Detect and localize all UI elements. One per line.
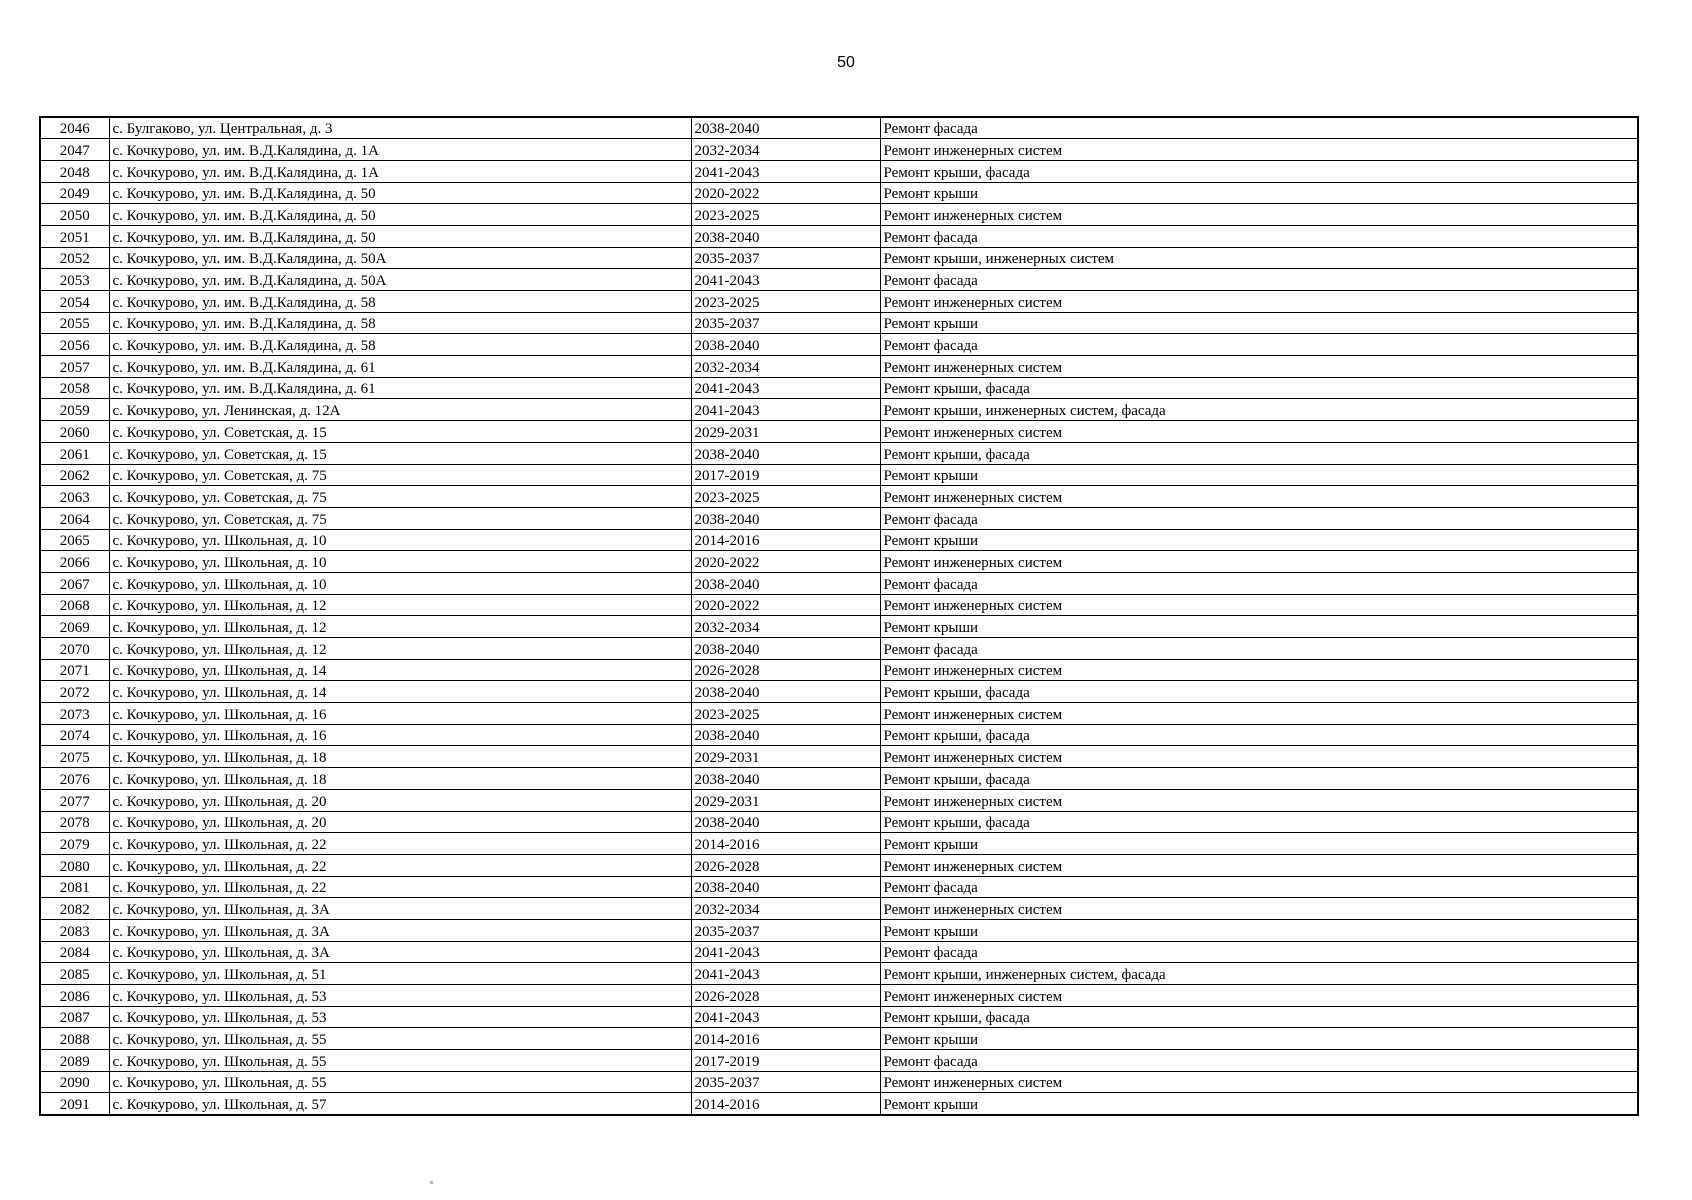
cell-work-type: Ремонт крыши, фасада: [880, 442, 1638, 464]
cell-number: 2066: [40, 551, 109, 573]
cell-address: с. Кочкурово, ул. Школьная, д. 10: [109, 551, 691, 573]
cell-work-type: Ремонт инженерных систем: [880, 486, 1638, 508]
cell-number: 2072: [40, 681, 109, 703]
cell-work-type: Ремонт крыши: [880, 182, 1638, 204]
cell-period: 2023-2025: [691, 486, 880, 508]
cell-number: 2049: [40, 182, 109, 204]
cell-work-type: Ремонт крыши, фасада: [880, 681, 1638, 703]
cell-number: 2058: [40, 377, 109, 399]
table-row: [40, 1050, 1638, 1072]
cell-number: 2071: [40, 659, 109, 681]
cell-address: с. Кочкурово, ул. им. В.Д.Калядина, д. 50: [109, 182, 691, 204]
cell-address: с. Кочкурово, ул. им. В.Д.Калядина, д. 58: [109, 312, 691, 334]
cell-period: 2023-2025: [691, 291, 880, 313]
cell-address: с. Кочкурово, ул. Школьная, д. 12: [109, 594, 691, 616]
cell-period: 2026-2028: [691, 985, 880, 1007]
cell-number: 2076: [40, 768, 109, 790]
table-row: [40, 421, 1638, 443]
table-row: [40, 768, 1638, 790]
table-row: [40, 811, 1638, 833]
cell-number: 2085: [40, 963, 109, 985]
cell-period: 2020-2022: [691, 551, 880, 573]
cell-period: 2032-2034: [691, 616, 880, 638]
cell-work-type: Ремонт инженерных систем: [880, 985, 1638, 1007]
cell-period: 2038-2040: [691, 572, 880, 594]
cell-address: с. Кочкурово, ул. Советская, д. 15: [109, 421, 691, 443]
cell-address: с. Кочкурово, ул. Школьная, д. 55: [109, 1071, 691, 1093]
cell-period: 2041-2043: [691, 377, 880, 399]
cell-period: 2020-2022: [691, 594, 880, 616]
cell-address: с. Кочкурово, ул. им. В.Д.Калядина, д. 50: [109, 225, 691, 247]
cell-period: 2038-2040: [691, 876, 880, 898]
table-body: [40, 117, 1638, 1115]
table-row: [40, 659, 1638, 681]
cell-number: 2056: [40, 334, 109, 356]
cell-period: 2038-2040: [691, 225, 880, 247]
cell-address: с. Кочкурово, ул. Школьная, д. 53: [109, 1006, 691, 1028]
cell-address: с. Кочкурово, ул. им. В.Д.Калядина, д. 1А: [109, 139, 691, 161]
cell-work-type: Ремонт крыши, фасада: [880, 160, 1638, 182]
table-row: [40, 139, 1638, 161]
cell-work-type: Ремонт фасада: [880, 638, 1638, 660]
cell-address: с. Кочкурово, ул. Школьная, д. 12: [109, 616, 691, 638]
table-row: [40, 356, 1638, 378]
cell-period: 2029-2031: [691, 789, 880, 811]
table-row: [40, 703, 1638, 725]
cell-number: 2054: [40, 291, 109, 313]
table-row: [40, 1028, 1638, 1050]
cell-number: 2079: [40, 833, 109, 855]
table-row: [40, 204, 1638, 226]
cell-work-type: Ремонт крыши: [880, 464, 1638, 486]
cell-address: с. Кочкурово, ул. им. В.Д.Калядина, д. 61: [109, 377, 691, 399]
cell-work-type: Ремонт крыши: [880, 616, 1638, 638]
cell-work-type: Ремонт инженерных систем: [880, 356, 1638, 378]
cell-address: с. Кочкурово, ул. Школьная, д. 14: [109, 659, 691, 681]
cell-period: 2041-2043: [691, 1006, 880, 1028]
cell-period: 2038-2040: [691, 334, 880, 356]
cell-work-type: Ремонт крыши, инженерных систем: [880, 247, 1638, 269]
cell-period: 2041-2043: [691, 941, 880, 963]
cell-number: 2091: [40, 1093, 109, 1115]
cell-period: 2041-2043: [691, 269, 880, 291]
cell-period: 2035-2037: [691, 247, 880, 269]
cell-address: с. Кочкурово, ул. им. В.Д.Калядина, д. 61: [109, 356, 691, 378]
cell-address: с. Кочкурово, ул. Школьная, д. 12: [109, 638, 691, 660]
cell-period: 2014-2016: [691, 1093, 880, 1115]
cell-number: 2078: [40, 811, 109, 833]
cell-number: 2086: [40, 985, 109, 1007]
table-row: [40, 464, 1638, 486]
cell-work-type: Ремонт инженерных систем: [880, 291, 1638, 313]
cell-number: 2089: [40, 1050, 109, 1072]
cell-address: с. Кочкурово, ул. Школьная, д. 10: [109, 572, 691, 594]
cell-work-type: Ремонт крыши: [880, 529, 1638, 551]
table-row: [40, 724, 1638, 746]
cell-number: 2052: [40, 247, 109, 269]
cell-number: 2062: [40, 464, 109, 486]
cell-address: с. Кочкурово, ул. Школьная, д. 55: [109, 1028, 691, 1050]
cell-address: с. Кочкурово, ул. Школьная, д. 10: [109, 529, 691, 551]
cell-period: 2026-2028: [691, 854, 880, 876]
cell-address: с. Кочкурово, ул. Школьная, д. 22: [109, 833, 691, 855]
cell-number: 2059: [40, 399, 109, 421]
cell-period: 2017-2019: [691, 464, 880, 486]
cell-address: с. Кочкурово, ул. Школьная, д. 20: [109, 811, 691, 833]
cell-work-type: Ремонт крыши, фасада: [880, 377, 1638, 399]
cell-number: 2048: [40, 160, 109, 182]
cell-address: с. Кочкурово, ул. Советская, д. 75: [109, 507, 691, 529]
table-row: [40, 572, 1638, 594]
cell-work-type: Ремонт фасада: [880, 334, 1638, 356]
cell-address: с. Кочкурово, ул. Школьная, д. 3А: [109, 898, 691, 920]
cell-period: 2014-2016: [691, 833, 880, 855]
table-row: [40, 507, 1638, 529]
cell-period: 2041-2043: [691, 963, 880, 985]
cell-period: 2038-2040: [691, 638, 880, 660]
cell-period: 2032-2034: [691, 898, 880, 920]
table-row: [40, 225, 1638, 247]
repair-schedule-table: [39, 116, 1639, 1116]
cell-work-type: Ремонт фасада: [880, 225, 1638, 247]
cell-address: с. Кочкурово, ул. Школьная, д. 16: [109, 703, 691, 725]
cell-period: 2017-2019: [691, 1050, 880, 1072]
cell-work-type: Ремонт инженерных систем: [880, 551, 1638, 573]
cell-number: 2083: [40, 919, 109, 941]
cell-number: 2070: [40, 638, 109, 660]
cell-period: 2029-2031: [691, 746, 880, 768]
table-row: [40, 898, 1638, 920]
cell-work-type: Ремонт фасада: [880, 941, 1638, 963]
cell-address: с. Кочкурово, ул. Школьная, д. 55: [109, 1050, 691, 1072]
cell-period: 2041-2043: [691, 399, 880, 421]
table-row: [40, 442, 1638, 464]
table-row: [40, 377, 1638, 399]
cell-number: 2087: [40, 1006, 109, 1028]
cell-number: 2061: [40, 442, 109, 464]
cell-address: с. Кочкурово, ул. Советская, д. 75: [109, 486, 691, 508]
page-number: 50: [837, 54, 855, 71]
table-row: [40, 833, 1638, 855]
cell-work-type: Ремонт инженерных систем: [880, 594, 1638, 616]
cell-address: с. Кочкурово, ул. Школьная, д. 18: [109, 746, 691, 768]
cell-address: с. Кочкурово, ул. им. В.Д.Калядина, д. 50А: [109, 269, 691, 291]
cell-work-type: Ремонт крыши: [880, 1028, 1638, 1050]
table-row: [40, 638, 1638, 660]
table-row: [40, 876, 1638, 898]
cell-work-type: Ремонт крыши, фасада: [880, 724, 1638, 746]
cell-period: 2038-2040: [691, 681, 880, 703]
cell-address: с. Кочкурово, ул. Школьная, д. 3А: [109, 919, 691, 941]
cell-period: 2032-2034: [691, 139, 880, 161]
table-row: [40, 269, 1638, 291]
cell-period: 2038-2040: [691, 768, 880, 790]
cell-address: с. Кочкурово, ул. Школьная, д. 18: [109, 768, 691, 790]
cell-work-type: Ремонт фасада: [880, 876, 1638, 898]
cell-work-type: Ремонт фасада: [880, 269, 1638, 291]
cell-work-type: Ремонт крыши, инженерных систем, фасада: [880, 399, 1638, 421]
table-row: [40, 312, 1638, 334]
cell-work-type: Ремонт фасада: [880, 572, 1638, 594]
cell-number: 2046: [40, 117, 109, 139]
table-row: [40, 985, 1638, 1007]
cell-number: 2064: [40, 507, 109, 529]
table-row: [40, 182, 1638, 204]
cell-work-type: Ремонт инженерных систем: [880, 789, 1638, 811]
cell-period: 2035-2037: [691, 312, 880, 334]
table-row: [40, 399, 1638, 421]
cell-work-type: Ремонт крыши: [880, 312, 1638, 334]
cell-period: 2041-2043: [691, 160, 880, 182]
cell-address: с. Кочкурово, ул. Школьная, д. 57: [109, 1093, 691, 1115]
cell-number: 2075: [40, 746, 109, 768]
cell-number: 2053: [40, 269, 109, 291]
cell-address: с. Кочкурово, ул. Школьная, д. 22: [109, 854, 691, 876]
cell-period: 2014-2016: [691, 529, 880, 551]
cell-period: 2026-2028: [691, 659, 880, 681]
cell-number: 2069: [40, 616, 109, 638]
cell-work-type: Ремонт инженерных систем: [880, 139, 1638, 161]
cell-work-type: Ремонт крыши, фасада: [880, 1006, 1638, 1028]
cell-period: 2035-2037: [691, 919, 880, 941]
cell-number: 2051: [40, 225, 109, 247]
cell-work-type: Ремонт крыши: [880, 919, 1638, 941]
table-row: [40, 746, 1638, 768]
cell-work-type: Ремонт крыши, инженерных систем, фасада: [880, 963, 1638, 985]
cell-address: с. Кочкурово, ул. Школьная, д. 20: [109, 789, 691, 811]
cell-address: с. Кочкурово, ул. им. В.Д.Калядина, д. 50: [109, 204, 691, 226]
cell-address: с. Кочкурово, ул. Советская, д. 75: [109, 464, 691, 486]
table-row: [40, 486, 1638, 508]
cell-work-type: Ремонт крыши: [880, 1093, 1638, 1115]
cell-address: с. Кочкурово, ул. Школьная, д. 22: [109, 876, 691, 898]
cell-number: 2057: [40, 356, 109, 378]
cell-number: 2088: [40, 1028, 109, 1050]
table-row: [40, 941, 1638, 963]
cell-number: 2081: [40, 876, 109, 898]
cell-work-type: Ремонт инженерных систем: [880, 659, 1638, 681]
cell-number: 2073: [40, 703, 109, 725]
cell-number: 2065: [40, 529, 109, 551]
cell-number: 2084: [40, 941, 109, 963]
cell-address: с. Кочкурово, ул. Ленинская, д. 12А: [109, 399, 691, 421]
cell-number: 2067: [40, 572, 109, 594]
table-row: [40, 1006, 1638, 1028]
cell-period: 2020-2022: [691, 182, 880, 204]
table-row: [40, 117, 1638, 139]
cell-period: 2032-2034: [691, 356, 880, 378]
cell-address: с. Кочкурово, ул. Школьная, д. 53: [109, 985, 691, 1007]
cell-address: с. Кочкурово, ул. им. В.Д.Калядина, д. 58: [109, 334, 691, 356]
cell-work-type: Ремонт крыши, фасада: [880, 811, 1638, 833]
table-row: [40, 616, 1638, 638]
cell-period: 2038-2040: [691, 811, 880, 833]
scan-mark: [430, 1181, 433, 1184]
cell-address: с. Булгаково, ул. Центральная, д. 3: [109, 117, 691, 139]
cell-work-type: Ремонт инженерных систем: [880, 421, 1638, 443]
cell-number: 2082: [40, 898, 109, 920]
cell-work-type: Ремонт инженерных систем: [880, 1071, 1638, 1093]
cell-period: 2023-2025: [691, 204, 880, 226]
table-row: [40, 1071, 1638, 1093]
cell-work-type: Ремонт инженерных систем: [880, 854, 1638, 876]
table-row: [40, 594, 1638, 616]
cell-period: 2038-2040: [691, 117, 880, 139]
cell-address: с. Кочкурово, ул. им. В.Д.Калядина, д. 58: [109, 291, 691, 313]
cell-work-type: Ремонт крыши, фасада: [880, 768, 1638, 790]
cell-work-type: Ремонт крыши: [880, 833, 1638, 855]
cell-period: 2038-2040: [691, 507, 880, 529]
cell-number: 2074: [40, 724, 109, 746]
cell-work-type: Ремонт фасада: [880, 1050, 1638, 1072]
cell-number: 2080: [40, 854, 109, 876]
table-row: [40, 681, 1638, 703]
table-row: [40, 963, 1638, 985]
cell-work-type: Ремонт фасада: [880, 507, 1638, 529]
cell-number: 2060: [40, 421, 109, 443]
table-row: [40, 247, 1638, 269]
cell-work-type: Ремонт инженерных систем: [880, 204, 1638, 226]
table-row: [40, 529, 1638, 551]
cell-period: 2023-2025: [691, 703, 880, 725]
cell-work-type: Ремонт инженерных систем: [880, 703, 1638, 725]
cell-work-type: Ремонт фасада: [880, 117, 1638, 139]
table-row: [40, 334, 1638, 356]
cell-period: 2029-2031: [691, 421, 880, 443]
cell-period: 2014-2016: [691, 1028, 880, 1050]
cell-address: с. Кочкурово, ул. им. В.Д.Калядина, д. 1А: [109, 160, 691, 182]
cell-period: 2038-2040: [691, 724, 880, 746]
cell-period: 2038-2040: [691, 442, 880, 464]
cell-number: 2050: [40, 204, 109, 226]
cell-number: 2077: [40, 789, 109, 811]
table-row: [40, 551, 1638, 573]
cell-work-type: Ремонт инженерных систем: [880, 898, 1638, 920]
cell-address: с. Кочкурово, ул. им. В.Д.Калядина, д. 50А: [109, 247, 691, 269]
table-row: [40, 1093, 1638, 1115]
cell-number: 2090: [40, 1071, 109, 1093]
table-row: [40, 160, 1638, 182]
table-row: [40, 919, 1638, 941]
cell-address: с. Кочкурово, ул. Школьная, д. 16: [109, 724, 691, 746]
table-row: [40, 789, 1638, 811]
cell-number: 2055: [40, 312, 109, 334]
cell-address: с. Кочкурово, ул. Советская, д. 15: [109, 442, 691, 464]
cell-address: с. Кочкурово, ул. Школьная, д. 3А: [109, 941, 691, 963]
table-row: [40, 291, 1638, 313]
cell-number: 2068: [40, 594, 109, 616]
cell-number: 2063: [40, 486, 109, 508]
cell-number: 2047: [40, 139, 109, 161]
table-row: [40, 854, 1638, 876]
cell-period: 2035-2037: [691, 1071, 880, 1093]
cell-address: с. Кочкурово, ул. Школьная, д. 51: [109, 963, 691, 985]
cell-work-type: Ремонт инженерных систем: [880, 746, 1638, 768]
cell-address: с. Кочкурово, ул. Школьная, д. 14: [109, 681, 691, 703]
